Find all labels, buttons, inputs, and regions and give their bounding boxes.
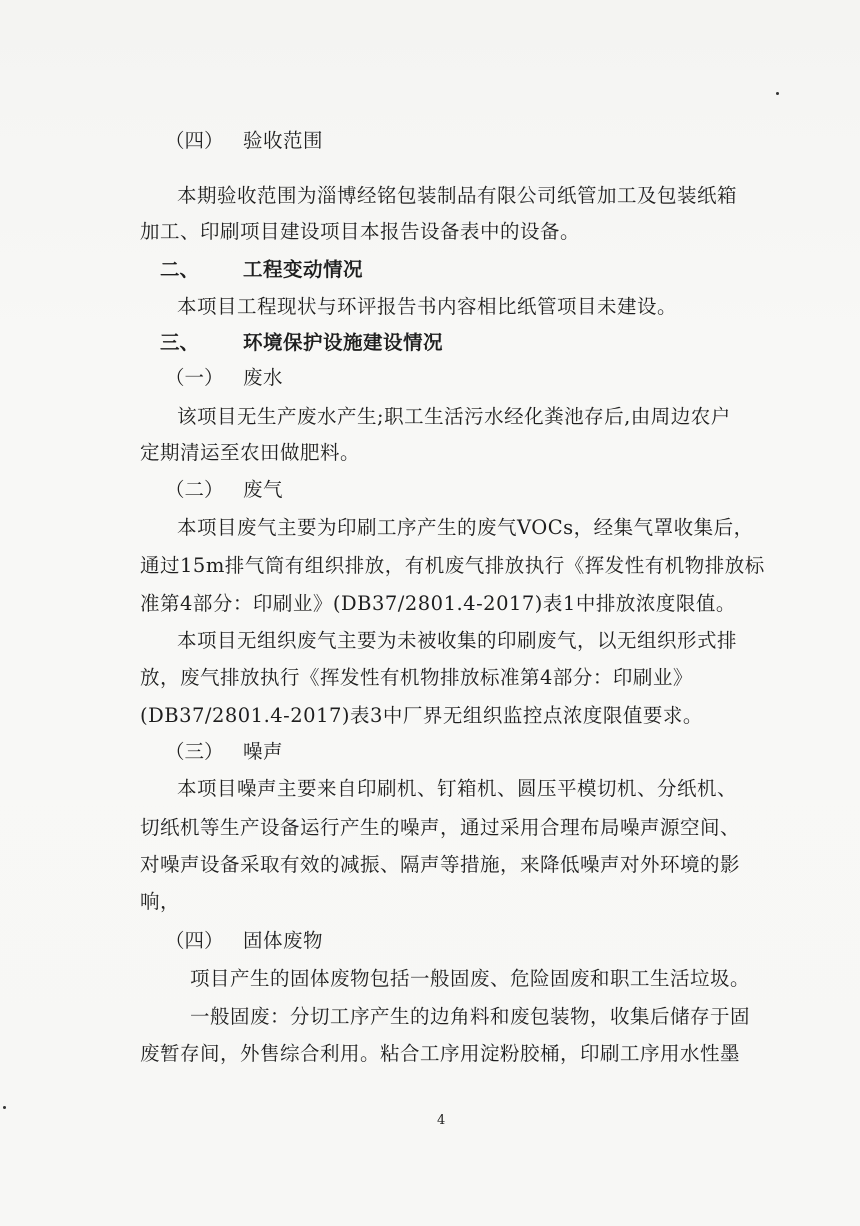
paragraph-line: (DB37/2801.4-2017)表3中厂界无组织监控点浓度限值要求。: [140, 704, 703, 727]
subsection-heading-solid-waste: 固体废物: [243, 929, 324, 952]
section-marker: （四）: [165, 929, 224, 952]
paragraph-line: 本项目无组织废气主要为未被收集的印刷废气，以无组织形式排: [177, 629, 738, 652]
section-marker: （三）: [165, 740, 224, 763]
paragraph-line: 本期验收范围为淄博经铭包装制品有限公司纸管加工及包装纸箱: [177, 184, 738, 207]
section-marker: （四）: [165, 129, 224, 152]
paragraph-line: 本项目废气主要为印刷工序产生的废气VOCs，经集气罩收集后，: [177, 516, 754, 539]
section-marker: 二、: [160, 258, 200, 281]
paragraph-line: 切纸机等生产设备运行产生的噪声，通过采用合理布局噪声源空间、: [140, 816, 741, 839]
page-number: 4: [437, 1113, 446, 1128]
paragraph-line: 加工、印刷项目建设项目本报告设备表中的设备。: [140, 220, 581, 243]
section-marker: （一）: [165, 366, 224, 389]
section-marker: 三、: [160, 331, 200, 354]
section-marker: （二）: [165, 478, 224, 501]
paragraph-line: 定期清运至农田做肥料。: [140, 441, 361, 464]
section-heading-engineering-changes: 工程变动情况: [243, 258, 364, 281]
subsection-heading-noise: 噪声: [243, 740, 284, 763]
paragraph-line: 准第4部分：印刷业》(DB37/2801.4-2017)表1中排放浓度限值。: [140, 592, 736, 615]
paragraph-line: 该项目无生产废水产生;职工生活污水经化粪池存后,由周边农户: [177, 405, 731, 428]
paragraph-line: 对噪声设备采取有效的减振、隔声等措施，来降低噪声对外环境的影: [140, 853, 741, 876]
paragraph-line: 项目产生的固体废物包括一般固废、危险固废和职工生活垃圾。: [190, 967, 751, 990]
subsection-heading-wastewater: 废水: [243, 366, 284, 389]
paragraph-line: 响，: [140, 890, 181, 913]
scan-speck: [776, 92, 779, 95]
section-heading-env-protection: 环境保护设施建设情况: [243, 331, 444, 354]
paragraph-line: 废暂存间，外售综合利用。粘合工序用淀粉胶桶，印刷工序用水性墨: [140, 1042, 741, 1065]
paragraph-line: 本项目噪声主要来自印刷机、钉箱机、圆压平模切机、分纸机、: [177, 777, 738, 800]
paragraph-line: 一般固废：分切工序产生的边角料和废包装物，收集后储存于固: [190, 1005, 751, 1028]
paragraph-line: 本项目工程现状与环评报告书内容相比纸管项目未建设。: [177, 295, 678, 318]
subsection-heading-waste-gas: 废气: [243, 478, 284, 501]
paragraph-line: 通过15m排气筒有组织排放，有机废气排放执行《挥发性有机物排放标: [140, 554, 765, 577]
scan-speck: [3, 1106, 6, 1109]
paragraph-line: 放，废气排放执行《挥发性有机物排放标准第4部分：印刷业》: [140, 666, 693, 689]
section-heading-acceptance-scope: 验收范围: [243, 129, 324, 152]
